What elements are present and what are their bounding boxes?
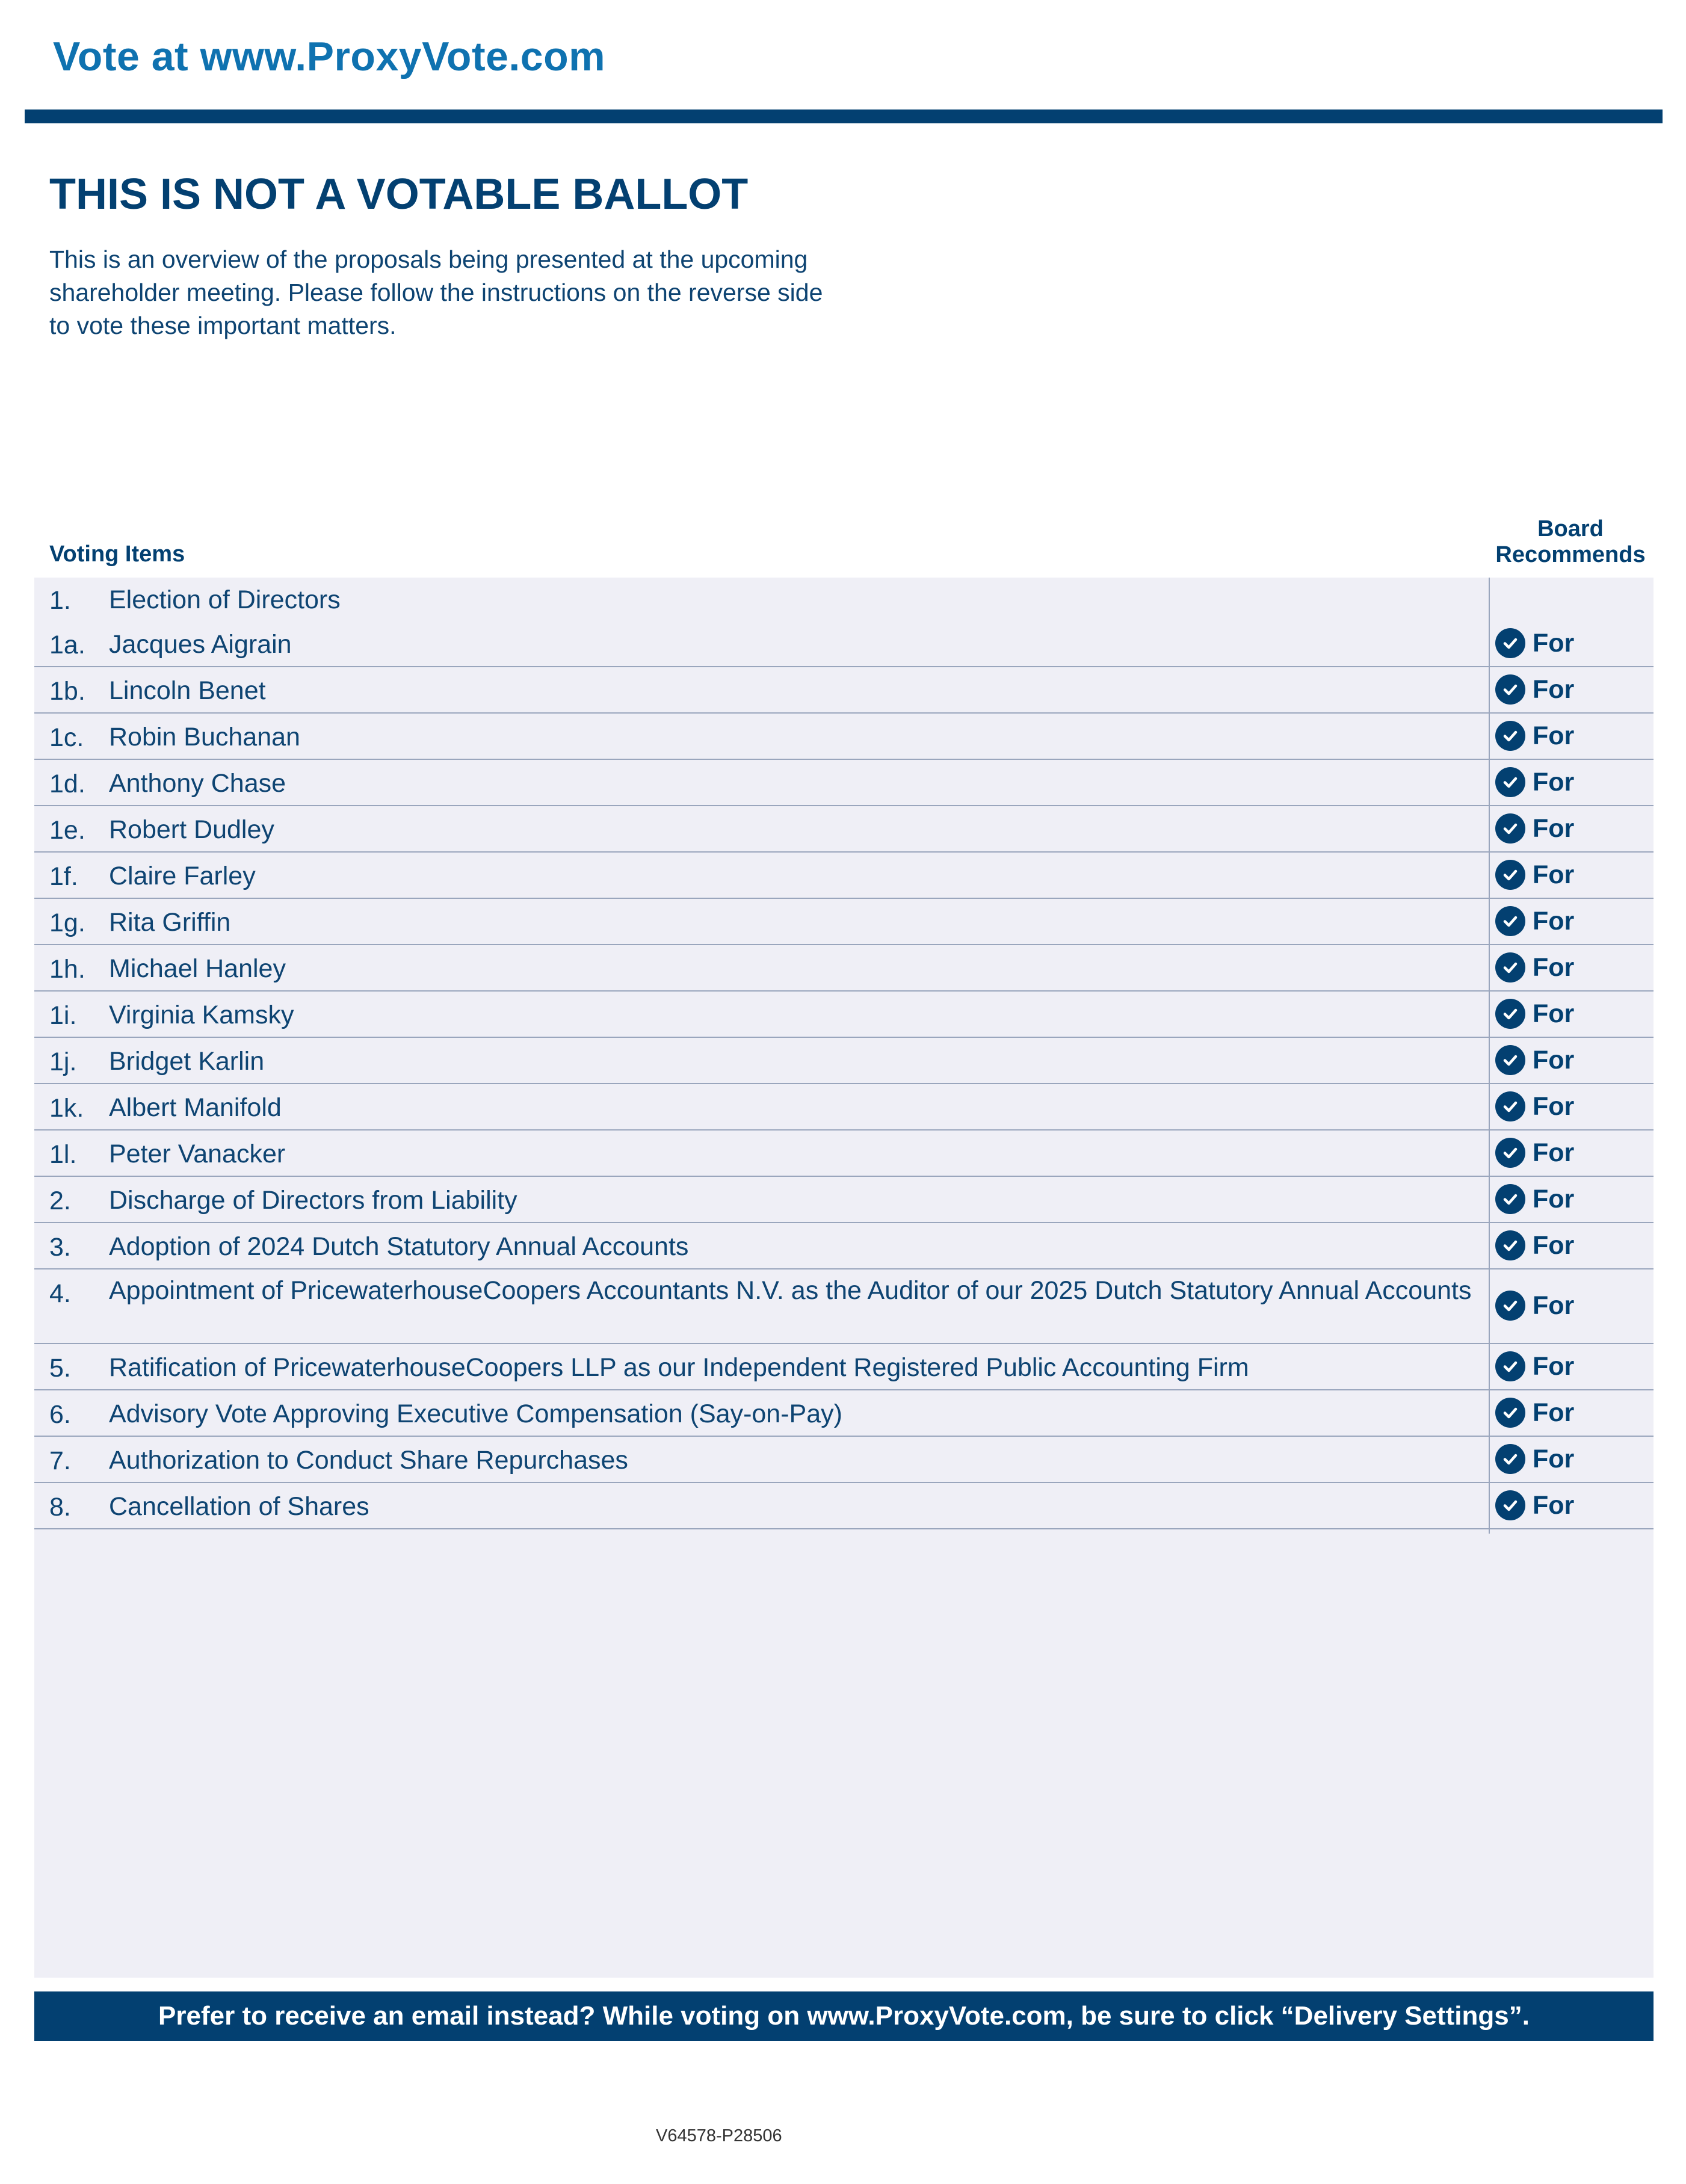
recommendation-text: For [1533, 767, 1575, 797]
footer-message: Prefer to receive an email instead? While voting on www.ProxyVote.com, be sure to click “Delivery Settings”. [158, 2001, 1530, 2031]
board-recommendation [1495, 1444, 1616, 1474]
table-row [34, 621, 1654, 667]
item-label: Peter Vanacker [109, 1140, 286, 1168]
recommendation-text: For [1533, 999, 1575, 1028]
check-circle-icon [1495, 1184, 1525, 1214]
item-label: Robin Buchanan [109, 723, 300, 751]
item-number: 6. [49, 1400, 71, 1429]
item-label: Jacques Aigrain [109, 630, 292, 659]
table-row [34, 1483, 1654, 1529]
check-circle-icon [1495, 813, 1525, 844]
item-label: Virginia Kamsky [109, 1001, 294, 1029]
item-label: Albert Manifold [109, 1093, 282, 1122]
board-recommendation [1495, 906, 1616, 936]
board-recommendation [1495, 1230, 1616, 1260]
check-circle-icon [1495, 1045, 1525, 1075]
table-row [34, 578, 1654, 621]
recommendation-text: For [1533, 952, 1575, 982]
board-recommendation [1495, 767, 1616, 797]
recommendation-text: For [1533, 813, 1575, 843]
board-recommendation [1495, 674, 1616, 705]
table-row [34, 1344, 1654, 1390]
board-recommendation [1495, 1138, 1616, 1168]
recommendation-text: For [1533, 721, 1575, 750]
board-recommendation [1495, 1398, 1616, 1428]
table-row [34, 945, 1654, 992]
item-number: 7. [49, 1446, 71, 1475]
table-row [34, 1131, 1654, 1177]
document-code: V64578-P28506 [656, 2126, 782, 2145]
check-circle-icon [1495, 674, 1525, 705]
table-row [34, 1038, 1654, 1084]
item-label: Cancellation of Shares [109, 1492, 369, 1521]
item-label: Authorization to Conduct Share Repurchases [109, 1446, 628, 1475]
check-circle-icon [1495, 1091, 1525, 1121]
item-label: Michael Hanley [109, 954, 286, 983]
recommendation-text: For [1533, 1398, 1575, 1427]
board-recommendation [1495, 813, 1616, 844]
board-recommendation [1495, 1091, 1616, 1121]
item-label: Appointment of PricewaterhouseCoopers Accountants N.V. as the Auditor of our 2025 Dutch Statutory Annual Accounts [109, 1276, 1472, 1305]
board-recommendation [1495, 860, 1616, 890]
recommendation-text: For [1533, 1045, 1575, 1075]
item-label: Lincoln Benet [109, 676, 266, 705]
column-header-board-recommends: Board Recommends [1495, 516, 1646, 567]
item-number: 1b. [49, 677, 85, 706]
recommendation-text: For [1533, 860, 1575, 889]
board-recommendation [1495, 952, 1616, 982]
check-circle-icon [1495, 952, 1525, 982]
recommendation-text: For [1533, 1291, 1575, 1320]
item-number: 1a. [49, 631, 85, 659]
item-label: Claire Farley [109, 862, 256, 890]
table-row [34, 853, 1654, 899]
table-row [34, 899, 1654, 945]
proxyvote-header-link[interactable]: Vote at www.ProxyVote.com [53, 34, 606, 79]
item-label: Ratification of PricewaterhouseCoopers LLP as our Independent Registered Public Accounting Firm [109, 1353, 1249, 1382]
recommendation-text: For [1533, 1490, 1575, 1520]
check-circle-icon [1495, 1490, 1525, 1520]
recommendation-text: For [1533, 906, 1575, 936]
check-circle-icon [1495, 628, 1525, 658]
item-number: 1h. [49, 955, 85, 984]
recommendation-text: For [1533, 1230, 1575, 1260]
item-number: 2. [49, 1186, 71, 1215]
table-row [34, 992, 1654, 1038]
column-header-voting-items: Voting Items [49, 541, 185, 567]
check-circle-icon [1495, 1138, 1525, 1168]
item-number: 1k. [49, 1094, 84, 1123]
footer-banner [34, 1991, 1654, 2041]
item-number: 1. [49, 586, 71, 615]
item-number: 1l. [49, 1140, 77, 1169]
item-number: 1i. [49, 1001, 77, 1030]
item-number: 1f. [49, 862, 78, 891]
item-label: Advisory Vote Approving Executive Compensation (Say-on-Pay) [109, 1399, 842, 1428]
table-row [34, 806, 1654, 853]
check-circle-icon [1495, 1230, 1525, 1260]
table-row [34, 1223, 1654, 1269]
check-circle-icon [1495, 721, 1525, 751]
check-circle-icon [1495, 1351, 1525, 1381]
header-rule [25, 110, 1663, 123]
notice-title: THIS IS NOT A VOTABLE BALLOT [49, 170, 749, 218]
recommendation-text: For [1533, 628, 1575, 658]
item-number: 5. [49, 1354, 71, 1383]
table-row [34, 1390, 1654, 1437]
item-label: Election of Directors [109, 585, 341, 614]
table-row [34, 760, 1654, 806]
item-number: 4. [49, 1279, 71, 1308]
notice-intro: This is an overview of the proposals being presented at the upcoming shareholder meeting. Please follow the instructions on the reverse side to vote these important matters. [49, 245, 823, 339]
board-recommendation [1495, 1184, 1616, 1214]
table-row [34, 1437, 1654, 1483]
board-recommendation [1495, 721, 1616, 751]
check-circle-icon [1495, 999, 1525, 1029]
table-row [34, 714, 1654, 760]
table-row [34, 1084, 1654, 1131]
check-circle-icon [1495, 1398, 1525, 1428]
recommendation-text: For [1533, 1444, 1575, 1473]
board-recommendation [1495, 1291, 1616, 1321]
item-number: 1j. [49, 1047, 77, 1076]
check-circle-icon [1495, 1291, 1525, 1321]
board-recommendation [1495, 1351, 1616, 1381]
table-row [34, 1269, 1654, 1344]
recommendation-text: For [1533, 1138, 1575, 1167]
recommendation-text: For [1533, 1351, 1575, 1381]
item-label: Bridget Karlin [109, 1047, 265, 1076]
item-label: Rita Griffin [109, 908, 231, 937]
board-recommendation [1495, 628, 1616, 658]
item-label: Discharge of Directors from Liability [109, 1186, 517, 1215]
item-number: 8. [49, 1493, 71, 1522]
item-label: Robert Dudley [109, 815, 274, 844]
recommendation-text: For [1533, 1091, 1575, 1121]
check-circle-icon [1495, 860, 1525, 890]
check-circle-icon [1495, 906, 1525, 936]
table-row [34, 1177, 1654, 1223]
check-circle-icon [1495, 767, 1525, 797]
recommendation-text: For [1533, 674, 1575, 704]
item-number: 1g. [49, 908, 85, 937]
board-recommendation [1495, 999, 1616, 1029]
board-recommendation [1495, 1490, 1616, 1520]
item-label: Anthony Chase [109, 769, 286, 798]
item-label: Adoption of 2024 Dutch Statutory Annual Accounts [109, 1232, 689, 1261]
board-recommendation [1495, 1045, 1616, 1075]
item-number: 1e. [49, 816, 85, 845]
check-circle-icon [1495, 1444, 1525, 1474]
item-number: 3. [49, 1233, 71, 1262]
table-row [34, 667, 1654, 714]
recommendation-text: For [1533, 1184, 1575, 1214]
item-number: 1c. [49, 723, 84, 752]
item-number: 1d. [49, 770, 85, 798]
